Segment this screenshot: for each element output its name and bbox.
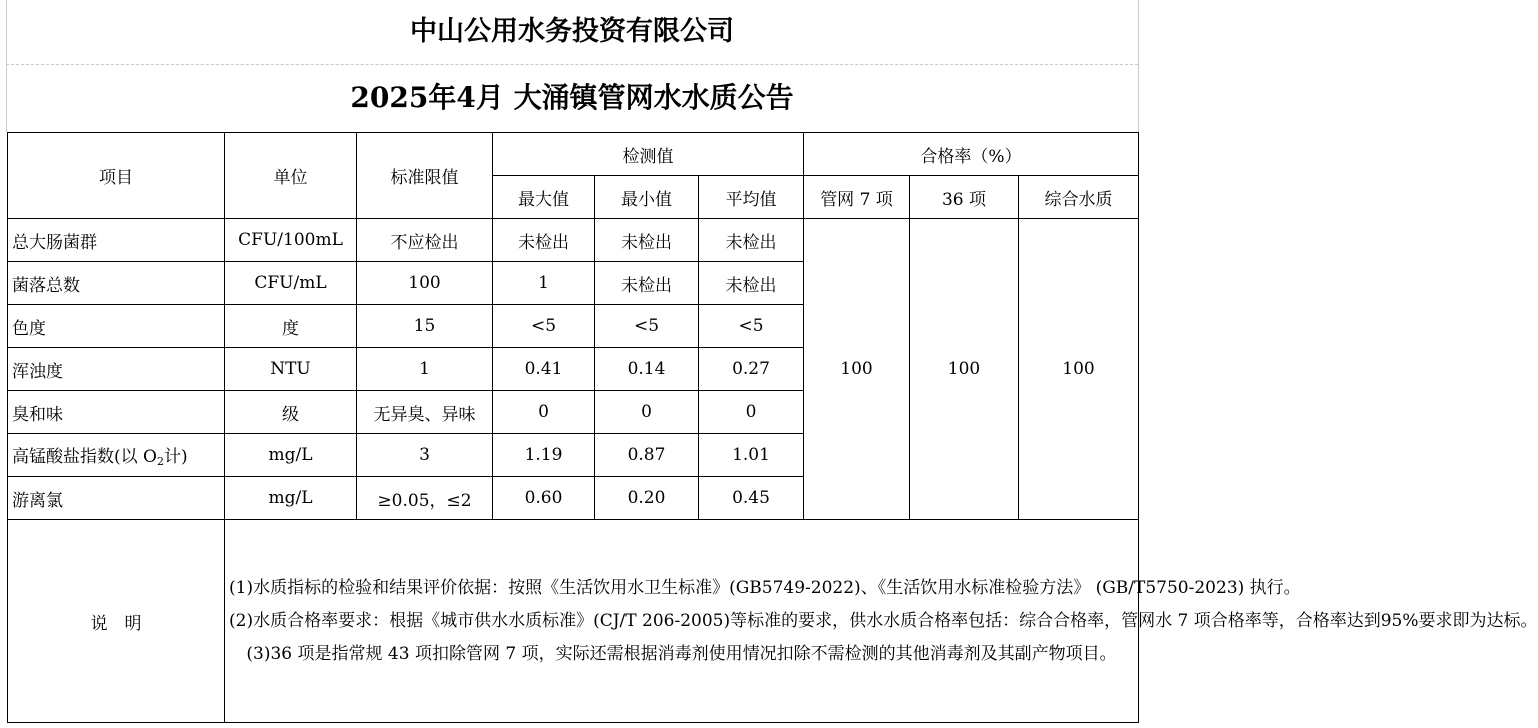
col-unit-header: 单位 (225, 133, 357, 219)
max-cell: 1 (493, 262, 595, 305)
max-cell: <5 (493, 305, 595, 348)
limit-cell: 15 (357, 305, 493, 348)
min-cell: 未检出 (595, 219, 699, 262)
col-max-header: 最大值 (493, 176, 595, 219)
item-name-main: 高锰酸盐指数(以 O (12, 447, 157, 467)
col-measured-header: 检测值 (493, 133, 804, 176)
unit-cell: CFU/mL (225, 262, 357, 305)
min-cell: 0.20 (595, 477, 699, 520)
title-divider (6, 64, 1138, 65)
col-limit-header: 标准限值 (357, 133, 493, 219)
col-rate-header: 合格率（%） (804, 133, 1139, 176)
unit-cell: 度 (225, 305, 357, 348)
item-name (8, 434, 225, 477)
col-rate-36-header: 36 项 (910, 176, 1019, 219)
avg-cell: 未检出 (699, 262, 804, 305)
item-name-suffix: 计) (163, 447, 188, 467)
limit-cell: 3 (357, 434, 493, 477)
limit-cell: 1 (357, 348, 493, 391)
col-rate-pipe-header: 管网 7 项 (804, 176, 910, 219)
note-3: (3)36 项是指常规 43 项扣除管网 7 项，实际还需根据消毒剂使用情况扣除不需检测的其他消毒剂及其副产物项目。 (246, 643, 1117, 664)
avg-cell: 1.01 (699, 434, 804, 477)
avg-cell: <5 (699, 305, 804, 348)
col-min-header: 最小值 (595, 176, 699, 219)
water-quality-table (7, 132, 1538, 723)
notes-body (225, 520, 1538, 723)
avg-cell: 0.27 (699, 348, 804, 391)
min-cell: 0.14 (595, 348, 699, 391)
min-cell: 0 (595, 391, 699, 434)
avg-cell: 0.45 (699, 477, 804, 520)
item-name: 臭和味 (8, 391, 225, 434)
limit-cell: 不应检出 (357, 219, 493, 262)
limit-cell: 100 (357, 262, 493, 305)
col-item-header: 项目 (8, 133, 225, 219)
max-cell: 1.19 (493, 434, 595, 477)
max-cell: 0.60 (493, 477, 595, 520)
unit-cell: mg/L (225, 434, 357, 477)
item-name: 总大肠菌群 (8, 219, 225, 262)
limit-cell: ≥0.05，≤2 (357, 477, 493, 520)
rate-36-value: 100 (910, 219, 1019, 520)
min-cell: 未检出 (595, 262, 699, 305)
notice-title: 2025年4月 大涌镇管网水水质公告 (350, 81, 794, 114)
col-avg-header: 平均值 (699, 176, 804, 219)
unit-cell: CFU/100mL (225, 219, 357, 262)
notes-label: 说 明 (8, 520, 225, 723)
item-name: 色度 (8, 305, 225, 348)
avg-cell: 未检出 (699, 219, 804, 262)
max-cell: 未检出 (493, 219, 595, 262)
page-right-edge (1138, 0, 1139, 132)
company-name: 中山公用水务投资有限公司 (410, 16, 734, 47)
min-cell: 0.87 (595, 434, 699, 477)
rate-total-value: 100 (1019, 219, 1139, 520)
item-name: 游离氯 (8, 477, 225, 520)
avg-cell: 0 (699, 391, 804, 434)
note-1: (1)水质指标的检验和结果评价依据：按照《生活饮用水卫生标准》(GB5749-2022)、《生活饮用水标准检验方法》 (GB/T5750-2023) 执行。 (229, 577, 1301, 598)
limit-cell: 无异臭、异味 (357, 391, 493, 434)
min-cell: <5 (595, 305, 699, 348)
max-cell: 0 (493, 391, 595, 434)
item-name: 浑浊度 (8, 348, 225, 391)
notes-row (8, 520, 1139, 723)
table-row (8, 219, 1139, 262)
rate-pipe-value: 100 (804, 219, 910, 520)
unit-cell: 级 (225, 391, 357, 434)
unit-cell: NTU (225, 348, 357, 391)
unit-cell: mg/L (225, 477, 357, 520)
note-2: (2)水质合格率要求：根据《城市供水水质标准》(CJ/T 206-2005)等标准的要求，供水水质合格率包括：综合合格率，管网水 7 项合格率等，合格率达到95%要求即为达标。 (229, 610, 1538, 631)
item-name-subscript: 2 (156, 455, 164, 468)
col-rate-total-header: 综合水质 (1019, 176, 1139, 219)
header-row-1 (8, 133, 1139, 176)
max-cell: 0.41 (493, 348, 595, 391)
item-name: 菌落总数 (8, 262, 225, 305)
